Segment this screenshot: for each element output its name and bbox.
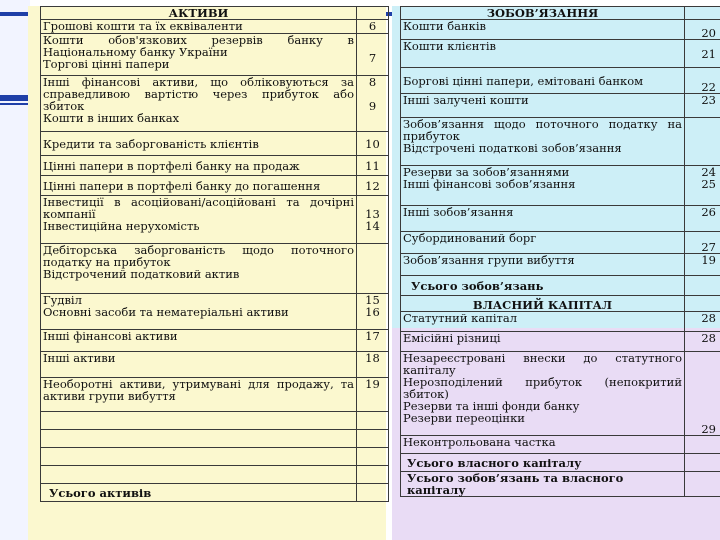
table-row <box>41 176 389 196</box>
asset-other: Інші активи <box>41 352 357 378</box>
equity-total-label: Усього власного капіталу <box>401 454 685 472</box>
table-row <box>41 34 389 76</box>
equity-revaluation-reserves: Резерви переоцінки <box>403 411 525 425</box>
asset-note-number: 14 <box>365 219 380 233</box>
table-row <box>41 132 389 156</box>
liability-note-number: 25 <box>701 177 716 191</box>
table-row <box>41 244 389 294</box>
table-row <box>401 312 720 332</box>
table-row <box>401 436 720 454</box>
table-row <box>401 254 720 276</box>
asset-note-number: 10 <box>357 132 389 156</box>
equity-note-number: 28 <box>685 332 720 352</box>
table-row <box>41 294 389 330</box>
asset-fixed-intangible: Основні засоби та нематеріальні активи <box>43 305 289 319</box>
table-row <box>41 352 389 378</box>
grand-total-row <box>401 472 720 497</box>
table-row <box>401 94 720 118</box>
liability-disposal-group: Зобов’язання групи вибуття <box>401 254 685 276</box>
grand-total-label: Усього зобов’язань та власного капіталу <box>401 472 685 497</box>
liability-current-tax: Зобов’язання щодо поточного податку на прибуток <box>403 117 682 143</box>
liability-note-number: 22 <box>685 68 720 94</box>
equity-retained-earnings: Нерозподілений прибуток (непокритий збиток) <box>403 375 682 401</box>
asset-loans-to-customers: Кредити та заборгованість клієнтів <box>41 132 357 156</box>
table-row <box>401 332 720 352</box>
left-margin-decoration <box>0 0 30 540</box>
liability-note-number: 27 <box>685 232 720 254</box>
asset-investments-associates: Інвестиції в асоційовані/асоційовані та дочірні компанії <box>43 195 354 221</box>
liability-other: Інші зобов’язання <box>401 206 685 232</box>
liability-debt-securities: Боргові цінні папери, емітовані банком <box>401 68 685 94</box>
liability-note-number: 21 <box>685 40 720 68</box>
liability-deferred-tax: Відстрочені податкові зобов’язання <box>403 141 622 155</box>
assets-header: АКТИВИ <box>41 7 357 20</box>
table-row <box>41 448 389 466</box>
asset-note-number: 18 <box>357 352 389 378</box>
liabilities-header: ЗОБОВ’ЯЗАННЯ <box>401 7 685 20</box>
asset-securities-for-sale: Цінні папери в портфелі банку на продаж <box>41 156 357 176</box>
table-row <box>401 68 720 94</box>
asset-due-from-banks: Кошти в інших банках <box>43 111 180 125</box>
table-row <box>41 20 389 34</box>
table-row <box>401 166 720 206</box>
table-row <box>41 76 389 132</box>
liability-provisions: Резерви за зобов’язаннями <box>403 165 570 179</box>
asset-note-number: 8 <box>368 75 377 89</box>
asset-other-fv-assets: Інші фінансові активи, що обліковуються за справедливою вартістю через прибуток або збиток <box>43 75 354 113</box>
asset-goodwill: Гудвіл <box>43 293 82 307</box>
asset-investment-property: Інвестиційна нерухомість <box>43 219 200 233</box>
liability-due-to-banks: Кошти банків <box>401 20 685 40</box>
assets-header-row <box>41 7 389 20</box>
equity-header-row <box>401 296 720 312</box>
table-row <box>41 430 389 448</box>
table-row <box>401 118 720 166</box>
equity-share-capital: Статутний капітал <box>401 312 685 332</box>
table-row <box>41 156 389 176</box>
assets-total-label: Усього активів <box>41 484 357 502</box>
table-row <box>401 206 720 232</box>
liability-customer-accounts: Кошти клієнтів <box>401 40 685 68</box>
asset-held-for-sale: Необоротні активи, утримувані для продажу, та активи групи вибуття <box>41 378 357 412</box>
equity-unregistered-contributions: Незареєстровані внески до статутного капіталу <box>403 351 682 377</box>
equity-reserves-funds: Резерви та інші фонди банку <box>403 399 580 413</box>
asset-deferred-tax: Відстрочений податковий актив <box>43 267 240 281</box>
liability-note-number: 19 <box>685 254 720 276</box>
asset-note-number: 19 <box>357 378 389 412</box>
asset-note-number: 7 <box>368 51 377 65</box>
assets-table <box>40 6 389 502</box>
equity-non-controlling-interest: Неконтрольована частка <box>401 436 685 454</box>
liabilities-total-row <box>401 276 720 296</box>
asset-note-number: 15 <box>365 293 380 307</box>
table-row <box>401 232 720 254</box>
asset-note-number: 12 <box>357 176 389 196</box>
liabilities-header-row <box>401 7 720 20</box>
table-row <box>401 352 720 436</box>
equity-header: ВЛАСНИЙ КАПІТАЛ <box>401 296 685 312</box>
asset-trading-securities: Торгові цінні папери <box>43 57 170 71</box>
asset-note-number: 13 <box>365 207 380 221</box>
asset-cash: Грошові кошти та їх еквіваленти <box>41 20 357 34</box>
asset-note-number: 11 <box>357 156 389 176</box>
asset-note-number: 9 <box>368 99 377 113</box>
asset-note-number: 16 <box>365 305 380 319</box>
table-row <box>41 378 389 412</box>
liabilities-equity-table <box>400 6 720 497</box>
liabilities-total-label: Усього зобов’язань <box>401 276 685 296</box>
liability-note-number: 20 <box>685 20 720 40</box>
liability-subordinated-debt: Субординований борг <box>401 232 685 254</box>
table-row <box>41 196 389 244</box>
assets-total-row <box>41 484 389 502</box>
table-row <box>41 412 389 430</box>
table-row <box>41 466 389 484</box>
asset-note-number: 6 <box>357 20 389 34</box>
equity-note-number: 28 <box>685 312 720 332</box>
table-row <box>401 40 720 68</box>
asset-other-financial: Інші фінансові активи <box>41 330 357 352</box>
liability-note-number: 23 <box>685 94 720 118</box>
liability-note-number: 24 <box>701 165 716 179</box>
equity-note-number: 29 <box>685 352 720 436</box>
table-row <box>41 330 389 352</box>
liability-other-financial: Інші фінансові зобов’язання <box>403 177 576 191</box>
asset-mandatory-reserves: Кошти обов'язкових резервів банку в Національному банку України <box>43 33 354 59</box>
table-row <box>401 20 720 40</box>
liability-note-number: 26 <box>685 206 720 232</box>
asset-note-number: 17 <box>357 330 389 352</box>
asset-securities-to-maturity: Цінні папери в портфелі банку до погашення <box>41 176 357 196</box>
equity-total-row <box>401 454 720 472</box>
asset-current-tax-receivable: Дебіторська заборгованість щодо поточного податку на прибуток <box>43 243 354 269</box>
equity-share-premium: Емісійні різниці <box>401 332 685 352</box>
liability-other-borrowed: Інші залучені кошти <box>401 94 685 118</box>
